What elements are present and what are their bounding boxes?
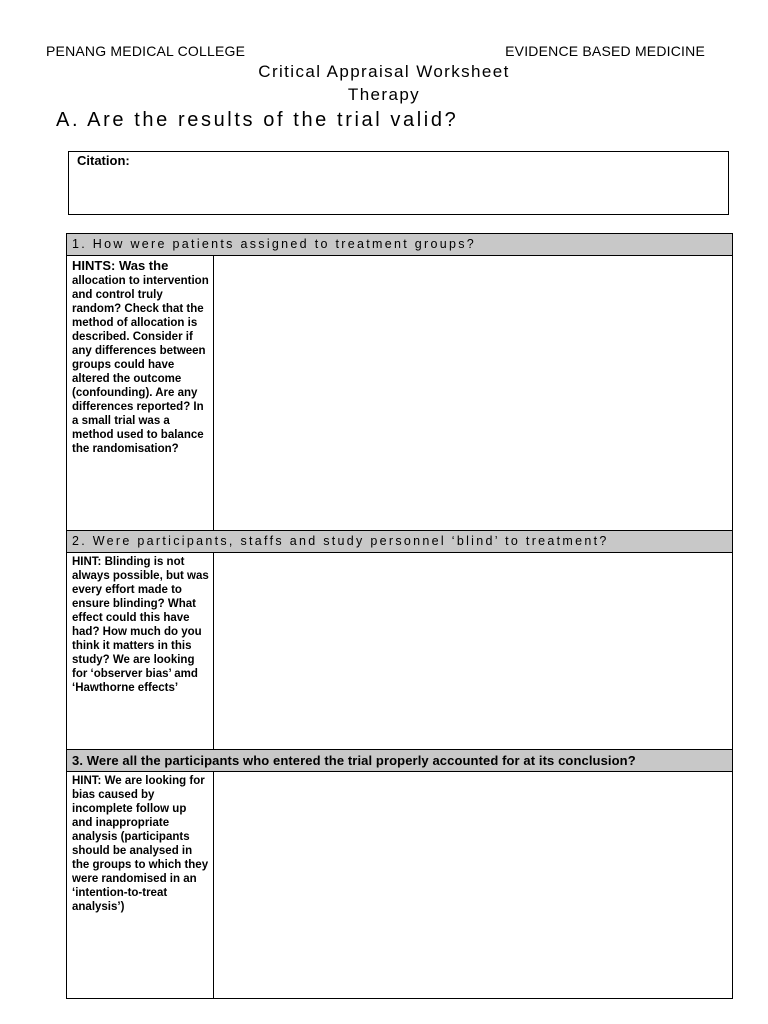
hint-cell-2 [67,553,214,749]
hint-cell-1 [67,256,214,530]
citation-box[interactable] [68,151,729,215]
header-subject: EVIDENCE BASED MEDICINE [505,43,705,59]
worksheet-title: Critical Appraisal Worksheet [258,62,510,81]
worksheet-subtitle: Therapy [347,85,421,104]
answer-cell-3[interactable] [214,772,732,998]
citation-label: Citation: [77,153,130,168]
question-header-1: 1. How were patients assigned to treatment groups? [67,234,732,256]
hint-cell-3 [67,772,214,998]
appraisal-table [66,233,733,999]
header-institution: PENANG MEDICAL COLLEGE [46,43,246,59]
question-header-2: 2. Were participants, staffs and study personnel ‘blind’ to treatment? [67,531,732,553]
question-header-3: 3. Were all the participants who entered the trial properly accounted for at its conclusion? [67,750,732,772]
question-row-1 [67,256,732,531]
hint-text-2: HINT: Blinding is not always possible, but was every effort made to ensure blinding? What effect could this have had? How much do you think it matters in this study? We are looking for ‘observer bias’ amd ‘Hawthorne effects’ [72,556,209,694]
answer-cell-2[interactable] [214,553,732,749]
question-row-3 [67,772,732,998]
hint-text-1: allocation to intervention and control truly random? Check that the method of allocation is described. Consider if any differences between groups could have altered the outcome (confounding). Are any differences reported? In a small trial was a method used to balance the randomisation? [72,275,209,455]
section-heading: A. Are the results of the trial valid? [56,109,459,131]
hint-text-3: HINT: We are looking for bias caused by incomplete follow up and inappropriate analysis (participants should be analysed in the groups to which they were randomised in an ‘intention-to-treat analysis’) [72,775,209,913]
question-row-2 [67,553,732,750]
hint-lead-1: HINTS: Was the [72,258,169,273]
answer-cell-1[interactable] [214,256,732,530]
